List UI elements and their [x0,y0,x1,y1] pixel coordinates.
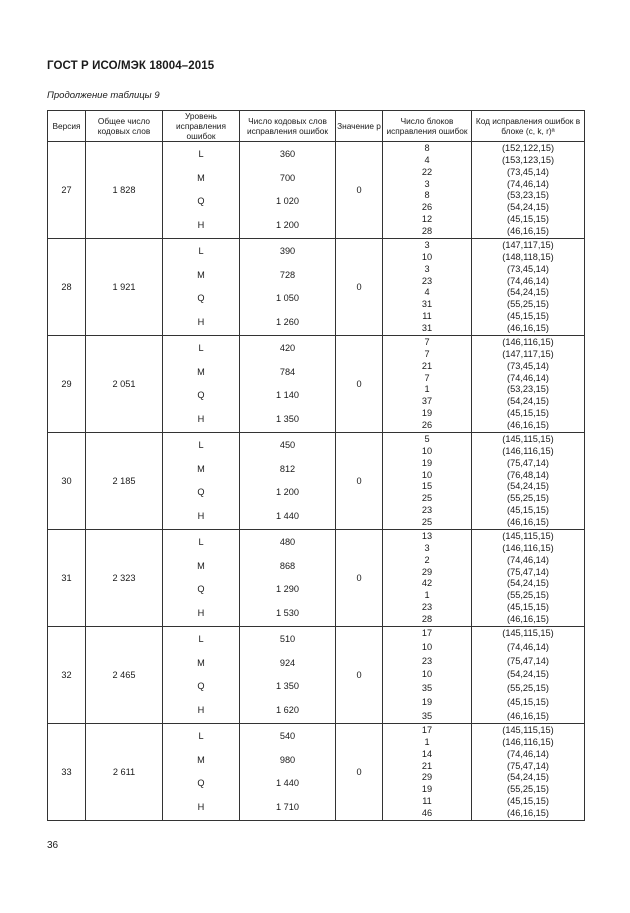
block-count-cell-item: 8 [424,190,430,201]
ec-level-cell-item: Q [197,584,205,595]
ec-codewords-cell-item: 390 [279,246,296,257]
block-count-cell-item: 11 [422,796,432,807]
block-count-cell-item: 4 [424,287,430,298]
header-version: Версия [48,111,86,142]
table-row [48,239,585,336]
p-value-cell: 0 [336,530,383,627]
ec-codewords-cell-item: 1 620 [276,704,299,715]
ec-level-cell-item: H [197,607,205,618]
block-count-cell-item: 19 [421,697,433,708]
ec-level-cell-item: Q [197,390,205,401]
total-codewords-cell: 1 921 [86,239,163,336]
block-count-cell-item: 10 [421,251,433,262]
block-count-cell-item: 3 [424,240,430,250]
block-count-cell-item: 11 [422,311,432,322]
block-count-cell-item: 17 [421,725,433,735]
block-code-cell-item: (54,24,15) [507,287,549,298]
table-row [48,336,585,433]
ec-level-cell-item: L [198,440,204,451]
block-code-cell-item: (74,46,14) [507,178,549,189]
ec-codewords-cell-item: 420 [279,343,296,354]
block-count-cell [383,142,472,239]
table-caption: Продолжение таблицы 9 [47,90,160,101]
ec-codewords-cell-item: 1 260 [276,316,299,327]
block-code-cell-item: (46,16,15) [507,613,549,624]
ec-level-cell-item: L [198,537,204,548]
ec-codewords-cell-item: 1 440 [276,510,299,521]
version-cell: 32 [48,627,86,724]
table-row [48,627,585,724]
ec-level-cell [163,530,240,627]
ec-level-cell-item: H [197,510,205,521]
ec-level-cell-item: H [197,413,205,424]
ec-codewords-cell [240,336,336,433]
block-count-cell-item: 26 [421,202,433,213]
ec-level-cell [163,433,240,530]
block-code-cell-item: (147,117,15) [502,348,554,359]
ec-codewords-cell-item: 812 [279,463,296,474]
ec-level-cell [163,627,240,724]
block-code-cell-item: (75,47,14) [507,457,549,468]
p-value-cell: 0 [336,724,383,821]
total-codewords-cell: 2 051 [86,336,163,433]
block-code-cell-item: (145,115,15) [502,725,554,735]
block-count-cell-item: 19 [421,457,433,468]
block-code-cell-item: (55,25,15) [507,683,549,694]
p-value-cell: 0 [336,433,383,530]
block-code-cell-item: (146,116,15) [502,337,554,347]
ec-level-cell-item: H [197,316,205,327]
header-block-count: Число блоков исправления ошибок [383,111,472,142]
p-value-cell: 0 [336,627,383,724]
block-code-cell-item: (45,15,15) [507,311,549,322]
block-count-cell-item: 5 [424,434,430,444]
block-count-cell-item: 31 [421,299,433,310]
header-ec-codewords: Число кодовых слов исправления ошибок [240,111,336,142]
ec-codewords-cell-item: 480 [279,537,296,548]
block-count-cell-item: 17 [421,628,433,638]
ec-codewords-cell-item: 980 [279,754,296,765]
block-count-cell-item: 19 [421,408,433,419]
ec-codewords-cell-item: 868 [279,560,296,571]
block-code-cell-item: (46,16,15) [507,419,549,430]
block-count-cell-item: 10 [421,445,433,456]
ec-codewords-cell-item: 360 [279,149,296,160]
block-count-cell [383,433,472,530]
block-count-cell-item: 31 [421,322,433,333]
block-code-cell-item: (74,46,14) [507,748,549,759]
block-code-cell-item: (54,24,15) [507,396,549,407]
ec-level-cell-item: L [198,343,204,354]
table-row [48,724,585,821]
block-code-cell-item: (74,46,14) [507,641,549,652]
ec-codewords-cell-item: 728 [279,269,296,280]
version-cell: 30 [48,433,86,530]
error-correction-table [47,110,585,821]
block-code-cell-item: (153,123,15) [501,154,555,165]
block-count-cell-item: 8 [424,143,430,153]
block-count-cell-item: 21 [421,360,433,371]
header-p-value: Значение p [336,111,383,142]
version-cell: 28 [48,239,86,336]
ec-level-cell-item: H [197,801,205,812]
block-count-cell-item: 23 [421,275,433,286]
ec-codewords-cell-item: 784 [279,366,296,377]
ec-level-cell-item: L [198,634,204,645]
ec-codewords-cell-item: 1 140 [276,390,299,401]
block-code-cell-item: (74,46,14) [507,372,549,383]
block-code-cell [472,724,585,821]
block-code-cell-item: (145,115,15) [502,434,554,444]
total-codewords-cell: 2 465 [86,627,163,724]
block-count-cell-item: 25 [421,516,433,527]
block-code-cell-item: (75,47,14) [507,655,549,666]
block-code-cell [472,627,585,724]
block-code-cell-item: (46,16,15) [507,225,549,236]
version-cell: 33 [48,724,86,821]
block-code-cell-item: (74,46,14) [507,554,549,565]
block-code-cell-item: (45,15,15) [507,408,549,419]
block-code-cell-item: (46,16,15) [507,516,549,527]
block-code-cell [472,433,585,530]
block-count-cell-item: 21 [421,760,433,771]
ec-codewords-cell-item: 1 350 [276,413,299,424]
block-code-cell-item: (152,122,15) [501,143,555,153]
ec-codewords-cell [240,530,336,627]
block-code-cell-item: (74,46,14) [507,275,549,286]
block-count-cell-item: 28 [421,613,433,624]
ec-level-cell [163,239,240,336]
ec-codewords-cell-item: 1 350 [276,681,299,692]
block-code-cell-item: (45,15,15) [507,214,549,225]
block-code-cell-item: (45,15,15) [507,796,549,807]
block-code-cell-item: (147,117,15) [502,240,554,250]
block-count-cell-item: 7 [424,337,430,347]
block-count-cell-item: 3 [424,178,430,189]
block-code-cell-item: (76,48,14) [507,469,549,480]
ec-codewords-cell [240,433,336,530]
block-code-cell-item: (46,16,15) [507,322,549,333]
ec-codewords-cell-item: 1 050 [276,293,299,304]
ec-codewords-cell [240,627,336,724]
block-count-cell-item: 42 [421,578,433,589]
ec-codewords-cell-item: 1 020 [276,196,299,207]
table-row [48,530,585,627]
block-code-cell-item: (45,15,15) [507,602,549,613]
ec-codewords-cell [240,239,336,336]
block-count-cell-item: 1 [424,590,430,601]
block-count-cell-item: 29 [421,772,433,783]
block-code-cell [472,239,585,336]
block-count-cell-item: 1 [424,736,430,747]
total-codewords-cell: 1 828 [86,142,163,239]
ec-level-cell-item: Q [197,778,205,789]
block-count-cell-item: 19 [421,784,433,795]
block-code-cell-item: (146,116,15) [502,542,554,553]
block-count-cell-item: 10 [421,641,433,652]
ec-level-cell [163,724,240,821]
ec-codewords-cell-item: 1 440 [276,778,299,789]
block-count-cell-item: 23 [421,655,433,666]
total-codewords-cell: 2 185 [86,433,163,530]
ec-level-cell-item: M [197,172,205,183]
ec-codewords-cell-item: 1 200 [276,487,299,498]
block-count-cell [383,627,472,724]
ec-codewords-cell-item: 1 530 [276,607,299,618]
block-code-cell [472,336,585,433]
ec-codewords-cell-item: 540 [279,731,296,742]
block-code-cell-item: (55,25,15) [507,590,549,601]
block-code-cell-item: (45,15,15) [507,697,549,708]
ec-codewords-cell-item: 1 200 [276,219,299,230]
p-value-cell: 0 [336,239,383,336]
ec-level-cell-item: L [198,246,204,257]
ec-level-cell-item: M [197,657,205,668]
block-code-cell-item: (54,24,15) [507,481,549,492]
table-row [48,433,585,530]
ec-codewords-cell [240,724,336,821]
page-number: 36 [47,840,59,851]
block-code-cell-item: (55,25,15) [507,299,549,310]
block-code-cell-item: (146,116,15) [502,445,554,456]
block-count-cell-item: 10 [421,469,433,480]
block-count-cell-item: 7 [424,348,430,359]
total-codewords-cell: 2 611 [86,724,163,821]
ec-codewords-cell-item: 510 [279,634,296,645]
version-cell: 27 [48,142,86,239]
ec-codewords-cell-item: 924 [279,657,296,668]
ec-level-cell [163,336,240,433]
ec-level-cell-item: Q [197,487,205,498]
block-count-cell-item: 25 [421,493,433,504]
block-count-cell-item: 35 [421,683,433,694]
block-code-cell-item: (73,45,14) [507,360,549,371]
block-code-cell-item: (46,16,15) [507,710,549,721]
ec-level-cell-item: M [197,366,205,377]
ec-level-cell-item: M [197,754,205,765]
header-block-code: Код исправления ошибок в блоке (c, k, r)ª [472,111,585,142]
block-code-cell-item: (145,115,15) [502,628,554,638]
block-code-cell-item: (46,16,15) [507,807,549,818]
ec-level-cell-item: Q [197,293,205,304]
block-count-cell-item: 7 [424,372,430,383]
block-count-cell [383,724,472,821]
ec-codewords-cell-item: 1 710 [276,801,299,812]
block-count-cell-item: 3 [424,542,430,553]
block-code-cell-item: (55,25,15) [507,493,549,504]
total-codewords-cell: 2 323 [86,530,163,627]
block-count-cell-item: 15 [421,481,433,492]
document-title: ГОСТ Р ИСО/МЭК 18004–2015 [47,60,215,72]
header-total-codewords: Общее число кодовых слов [86,111,163,142]
table-header-row [48,111,585,142]
block-code-cell [472,530,585,627]
ec-level-cell-item: L [198,731,204,742]
ec-codewords-cell-item: 700 [279,172,296,183]
block-code-cell-item: (146,116,15) [502,736,554,747]
block-code-cell-item: (145,115,15) [502,531,554,541]
p-value-cell: 0 [336,336,383,433]
block-code-cell-item: (75,47,14) [507,566,549,577]
block-code-cell-item: (54,24,15) [507,202,549,213]
block-code-cell-item: (53,23,15) [507,384,549,395]
version-cell: 29 [48,336,86,433]
block-count-cell-item: 28 [421,225,433,236]
block-count-cell-item: 46 [421,807,433,818]
ec-codewords-cell-item: 450 [279,440,296,451]
block-code-cell-item: (54,24,15) [507,578,549,589]
p-value-cell: 0 [336,142,383,239]
ec-level-cell-item: M [197,463,205,474]
block-code-cell-item: (73,45,14) [507,263,549,274]
block-code-cell-item: (54,24,15) [507,772,549,783]
block-count-cell [383,530,472,627]
block-code-cell-item: (55,25,15) [507,784,549,795]
block-count-cell-item: 37 [421,396,433,407]
ec-codewords-cell [240,142,336,239]
block-count-cell [383,336,472,433]
block-count-cell-item: 26 [421,419,433,430]
ec-codewords-cell-item: 1 290 [276,584,299,595]
ec-level-cell-item: H [197,704,205,715]
block-count-cell [383,239,472,336]
block-code-cell-item: (45,15,15) [507,505,549,516]
ec-level-cell [163,142,240,239]
block-code-cell-item: (53,23,15) [507,190,549,201]
block-code-cell-item: (73,45,14) [507,166,549,177]
ec-level-cell-item: H [197,219,205,230]
block-count-cell-item: 3 [424,263,430,274]
version-cell: 31 [48,530,86,627]
block-count-cell-item: 14 [421,748,433,759]
block-code-cell [472,142,585,239]
ec-level-cell-item: M [197,560,205,571]
block-count-cell-item: 13 [421,531,433,541]
block-code-cell-item: (75,47,14) [507,760,549,771]
block-count-cell-item: 29 [421,566,433,577]
block-count-cell-item: 4 [424,154,430,165]
block-count-cell-item: 35 [421,710,433,721]
ec-level-cell-item: Q [197,196,205,207]
ec-level-cell-item: M [197,269,205,280]
header-ec-level: Уровень исправления ошибок [163,111,240,142]
block-count-cell-item: 10 [421,669,433,680]
block-count-cell-item: 12 [421,214,433,225]
table-row [48,142,585,239]
block-count-cell-item: 1 [424,384,430,395]
block-code-cell-item: (148,118,15) [502,251,554,262]
block-count-cell-item: 23 [421,505,433,516]
block-count-cell-item: 23 [421,602,433,613]
block-code-cell-item: (54,24,15) [507,669,549,680]
block-count-cell-item: 22 [421,166,433,177]
ec-level-cell-item: L [198,149,204,160]
ec-level-cell-item: Q [197,681,205,692]
block-count-cell-item: 2 [424,554,430,565]
